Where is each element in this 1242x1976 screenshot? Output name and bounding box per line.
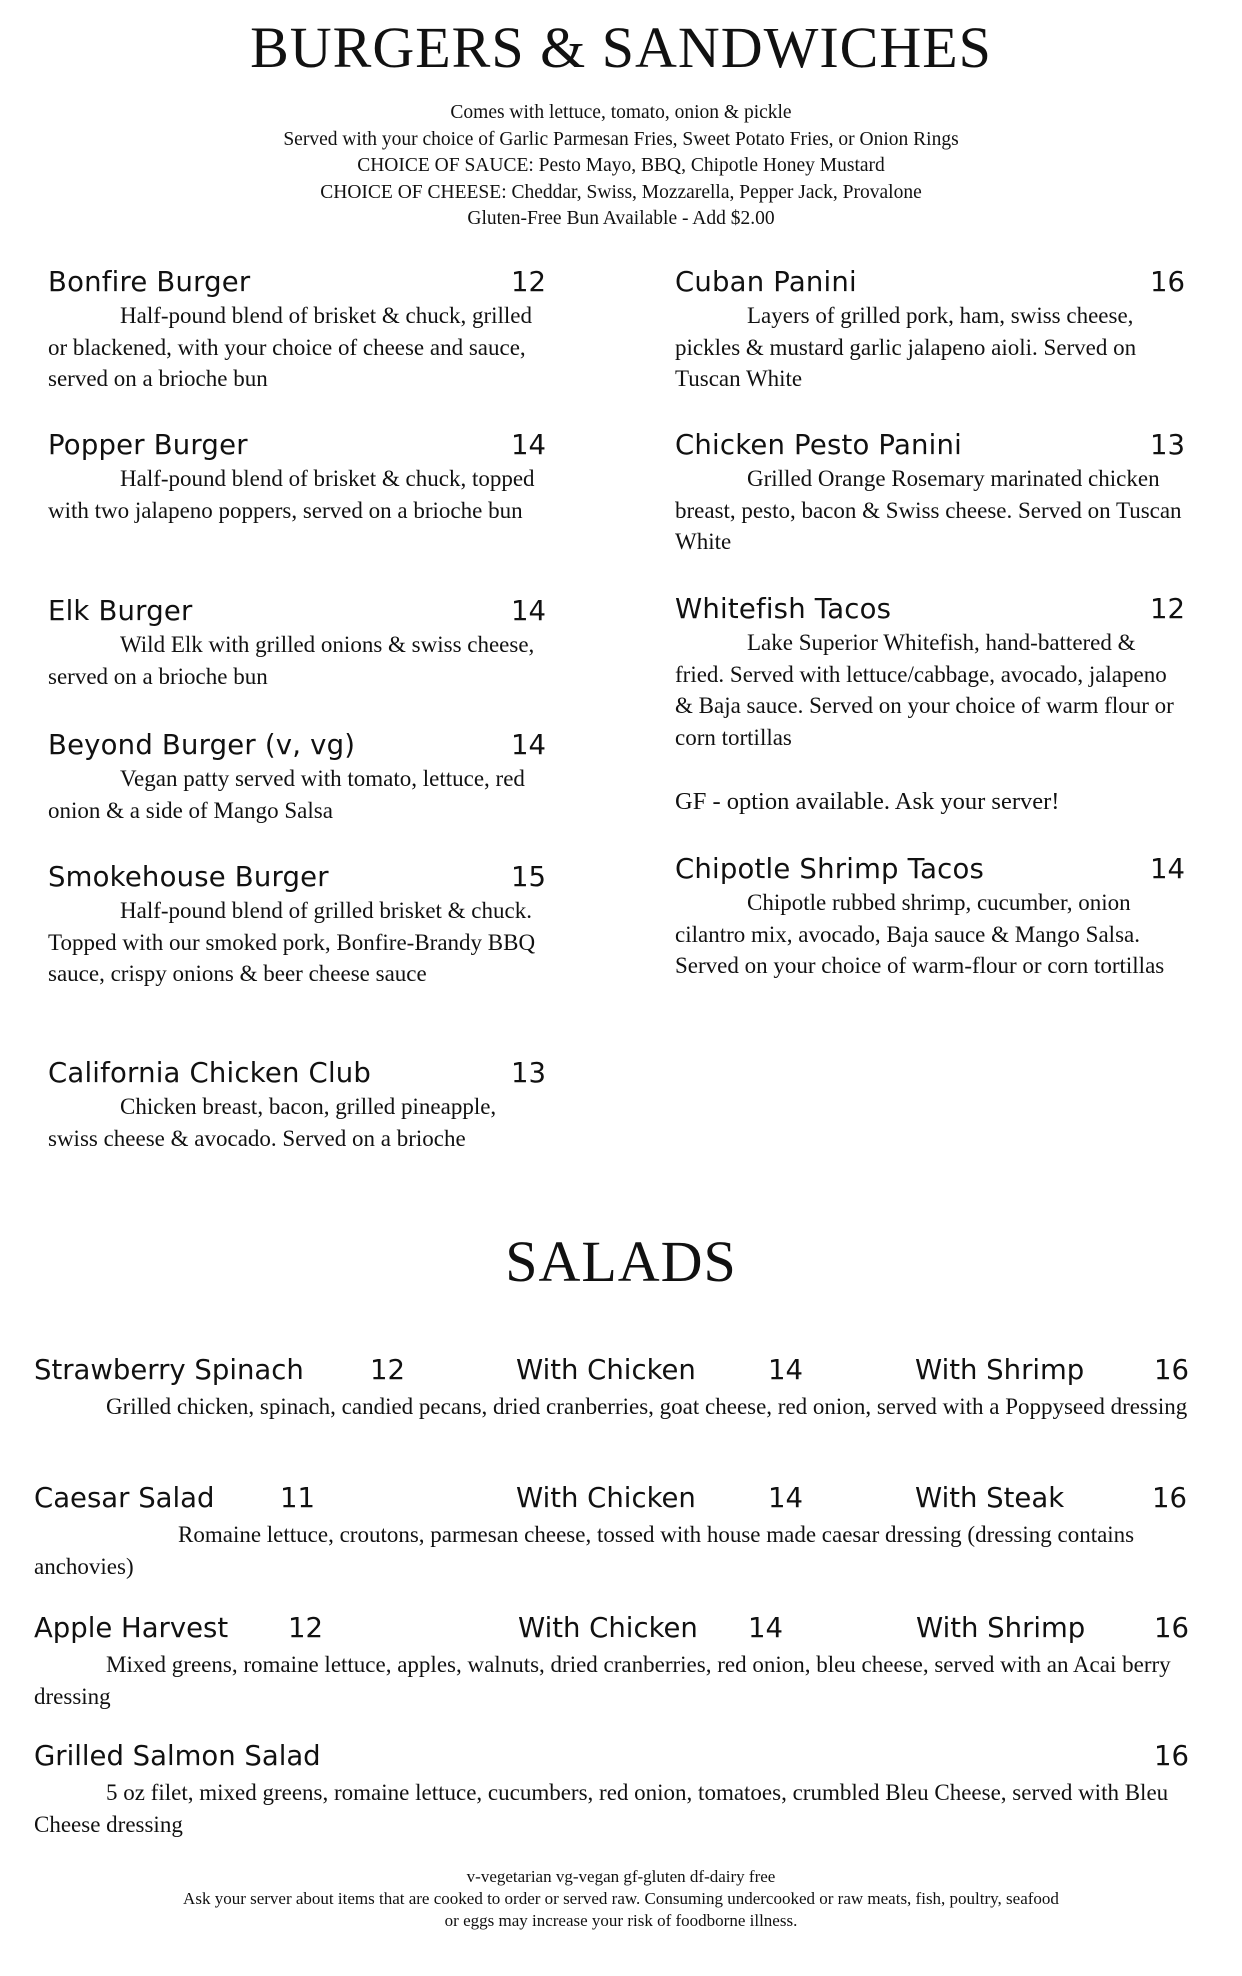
dietary-legend: v-vegetarian vg-vegan gf-gluten df-dairy free: [466, 1867, 776, 1886]
item-description: Mixed greens, romaine lettuce, apples, walnuts, dried cranberries, red onion, bleu cheese, served with an Acai berry dressing: [34, 1652, 1171, 1709]
item-description: Vegan patty served with tomato, lettuce, red onion & a side of Mango Salsa: [48, 766, 525, 823]
item-name: Chicken Pesto Panini: [675, 429, 962, 461]
health-warning: Ask your server about items that are cooked to order or served raw. Consuming undercooked or raw meats, fish, poultry, seafood: [183, 1889, 1059, 1908]
option-price: 14: [748, 1612, 783, 1644]
option-price: 14: [768, 1482, 803, 1514]
item-description: Chicken breast, bacon, grilled pineapple, swiss cheese & avocado. Served on a brioche: [48, 1094, 497, 1151]
item-price: 13: [1150, 429, 1185, 461]
footer: [0, 1866, 1242, 1932]
option-label: With Chicken: [518, 1612, 698, 1644]
note-line: CHOICE OF SAUCE: Pesto Mayo, BBQ, Chipotle Honey Mustard: [357, 155, 885, 176]
item-name: Apple Harvest: [34, 1612, 229, 1644]
item-description: Grilled chicken, spinach, candied pecans, dried cranberries, goat cheese, red onion, served with a Poppyseed dressing: [106, 1394, 1188, 1419]
option-label: With Chicken: [516, 1354, 696, 1386]
item-name: Beyond Burger (v, vg): [48, 729, 356, 761]
menu-item: [675, 592, 1185, 753]
item-price: 11: [280, 1482, 315, 1514]
item-name: Smokehouse Burger: [48, 861, 329, 893]
item-description: Chipotle rubbed shrimp, cucumber, onion cilantro mix, avocado, Baja sauce & Mango Salsa. Served on your choice of warm-flour or corn tortillas: [675, 890, 1165, 978]
option-price: 14: [768, 1354, 803, 1386]
option-price: 16: [1152, 1482, 1187, 1514]
item-name: Chipotle Shrimp Tacos: [675, 853, 985, 885]
item-description: Lake Superior Whitefish, hand-battered & fried. Served with lettuce/cabbage, avocado, jalapeno & Baja sauce. Served on your choice of warm flour or corn tortillas: [675, 630, 1174, 750]
menu-item: [48, 594, 546, 692]
menu-item: [48, 265, 546, 395]
item-price: 12: [511, 266, 546, 298]
salad-item: [34, 1482, 1194, 1582]
item-description: Grilled Orange Rosemary marinated chicken breast, pesto, bacon & Swiss cheese. Served on Tuscan White: [675, 466, 1182, 554]
option-label: With Steak: [915, 1482, 1065, 1514]
salads-section-title: SALADS: [505, 1229, 737, 1294]
item-name: Grilled Salmon Salad: [34, 1740, 321, 1772]
option-price: 16: [1154, 1354, 1189, 1386]
option-label: With Shrimp: [916, 1612, 1086, 1644]
menu-item: [48, 428, 546, 526]
salad-item: [34, 1740, 1194, 1840]
item-price: 16: [1154, 1740, 1189, 1772]
item-name: Strawberry Spinach: [34, 1354, 304, 1386]
option-price: 16: [1154, 1612, 1189, 1644]
item-name: Bonfire Burger: [48, 266, 251, 298]
note-line: CHOICE OF CHEESE: Cheddar, Swiss, Mozzarella, Pepper Jack, Provalone: [320, 181, 922, 203]
salad-item: [34, 1612, 1194, 1712]
note-line: Gluten-Free Bun Available - Add $2.00: [467, 208, 775, 229]
item-name: Whitefish Tacos: [675, 593, 892, 625]
item-name: Cuban Panini: [675, 266, 857, 298]
item-name: California Chicken Club: [48, 1057, 372, 1089]
item-description: Half-pound blend of brisket & chuck, grilled or blackened, with your choice of cheese and sauce, served on a brioche bun: [48, 303, 532, 391]
note-line: Comes with lettuce, tomato, onion & pickle: [450, 102, 792, 123]
item-name: Popper Burger: [48, 429, 248, 461]
item-name: Caesar Salad: [34, 1482, 215, 1514]
item-description: Half-pound blend of brisket & chuck, topped with two jalapeno poppers, served on a brioche bun: [48, 466, 535, 523]
item-price: 14: [511, 595, 546, 627]
note-line: Served with your choice of Garlic Parmesan Fries, Sweet Potato Fries, or Onion Rings: [283, 128, 959, 150]
item-price: 14: [511, 729, 546, 761]
item-description: Wild Elk with grilled onions & swiss cheese, served on a brioche bun: [48, 632, 535, 689]
menu-item: [48, 1056, 546, 1154]
menu-item: [675, 852, 1185, 982]
item-description: Layers of grilled pork, ham, swiss cheese, pickles & mustard garlic jalapeno aioli. Served on Tuscan White: [675, 303, 1137, 391]
item-description: Romaine lettuce, croutons, parmesan cheese, tossed with house made caesar dressing (dressing contains anchovies): [34, 1522, 1135, 1579]
menu-item: [48, 728, 546, 826]
menu-item: [48, 860, 546, 990]
option-label: With Chicken: [516, 1482, 696, 1514]
option-label: With Shrimp: [915, 1354, 1085, 1386]
menu-item: [675, 265, 1185, 395]
health-warning: or eggs may increase your risk of foodborne illness.: [444, 1911, 798, 1930]
item-price: 12: [370, 1354, 405, 1386]
item-price: 12: [288, 1612, 323, 1644]
item-price: 14: [511, 429, 546, 461]
burgers-section-title: BURGERS & SANDWICHES: [250, 15, 992, 80]
item-price: 13: [511, 1057, 546, 1089]
menu-item: [675, 428, 1185, 558]
burgers-notes: [0, 100, 1242, 233]
gf-note: GF - option available. Ask your server!: [675, 788, 1060, 815]
item-price: 15: [511, 861, 546, 893]
item-description: 5 oz filet, mixed greens, romaine lettuce, cucumbers, red onion, tomatoes, crumbled Bleu Cheese, served with Bleu Cheese dressing: [34, 1780, 1169, 1837]
item-price: 14: [1150, 853, 1185, 885]
item-price: 12: [1150, 593, 1185, 625]
item-price: 16: [1150, 266, 1185, 298]
salad-item: [34, 1354, 1194, 1423]
item-name: Elk Burger: [48, 595, 193, 627]
item-description: Half-pound blend of grilled brisket & chuck. Topped with our smoked pork, Bonfire-Brandy BBQ sauce, crispy onions & beer cheese sauce: [48, 898, 536, 986]
